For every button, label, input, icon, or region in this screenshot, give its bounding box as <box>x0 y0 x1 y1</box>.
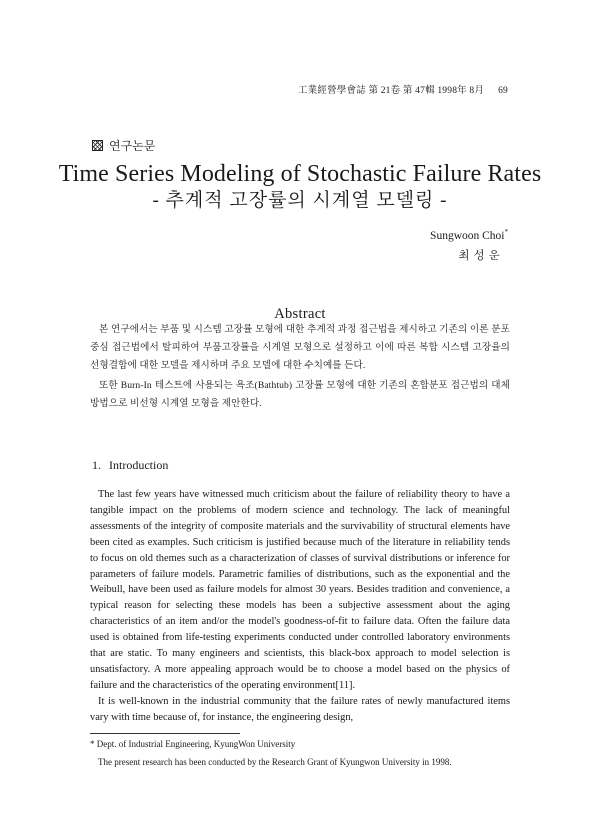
footnotes <box>90 737 510 770</box>
hatched-box-icon <box>92 140 103 151</box>
abstract-paragraph: 또한 Burn-In 테스트에 사용되는 욕조(Bathtub) 고장률 모형에 대한 기존의 혼합분포 접근법의 대체 방법으로 비선형 시계열 모형을 제안한다. <box>90 380 510 409</box>
body-text <box>90 487 510 726</box>
page-number: 69 <box>498 86 508 96</box>
footnote-divider <box>90 733 240 734</box>
section-number: 1. <box>92 458 101 472</box>
running-header <box>298 82 508 96</box>
abstract-paragraph: 본 연구에서는 부품 및 시스템 고장률 모형에 대한 추계적 과정 접근법을 제시하고 기존의 이론 분포 중심 접근법에서 탈피하여 부품고장률을 시계열 모형으로 설정하고 이에 따른 복합 시스템 고장율의 선형결합에 대한 모델을 제시하며 주요 모델에 대한 수치예를 든다. <box>90 324 510 371</box>
section-heading <box>92 458 168 473</box>
author-name-en: Sungwoon Choi <box>430 230 505 242</box>
author-block <box>430 226 508 266</box>
paper-title: Time Series Modeling of Stochastic Failure Rates <box>58 161 542 187</box>
abstract-body <box>90 321 510 413</box>
footnote-acknowledgement: The present research has been conducted by the Research Grant of Kyungwon University in 1998. <box>98 757 452 767</box>
paper-subtitle: - 추계적 고장률의 시계열 모델링 - <box>152 190 448 211</box>
body-paragraph: It is well-known in the industrial community that the failure rates of newly manufactured items vary with time because of, for instance, the engineering design, <box>90 695 510 723</box>
body-paragraph: The last few years have witnessed much criticism about the failure of reliability theory to have a tangible impact on the problems of modern science and technology. The lack of meaningful assessments of the integrity of composite materials and the survivability of structural elements have been cited as examples. Such criticism is justified because much of the literature in reliability tends to focus on old themes such as a characterization of classes of survival distributions or inference for parameters of failure models. Parametric families of distributions, such as the exponential and the Weibull, have been used as failure models for almost 30 years. Besides tradition and convenience, a typical reason for selecting these models has been a subjective assessment about the aging characteristics of an item and/or the model's goodness-of-fit to failure data. Often the failure data used is obtained from life-testing experiments conducted under controlled laboratory environments that are static. To many engineers and scientists, this black-box approach to model selection is unsatisfactory. A more appealing approach would be to choose a model based on the physics of failure and the characteristics of the operating environment[11]. <box>90 489 510 691</box>
journal-info: 工業經營學會誌 第 21卷 第 47輯 1998年 8月 <box>297 86 485 96</box>
section-title: Introduction <box>109 458 169 472</box>
article-category <box>92 137 155 154</box>
category-label: 연구논문 <box>109 139 156 153</box>
author-footnote-marker: * <box>504 228 508 237</box>
author-name-kr: 최성운 <box>458 250 504 262</box>
footnote-affiliation: * Dept. of Industrial Engineering, KyungWon University <box>90 739 296 749</box>
abstract-heading: Abstract <box>274 306 326 322</box>
